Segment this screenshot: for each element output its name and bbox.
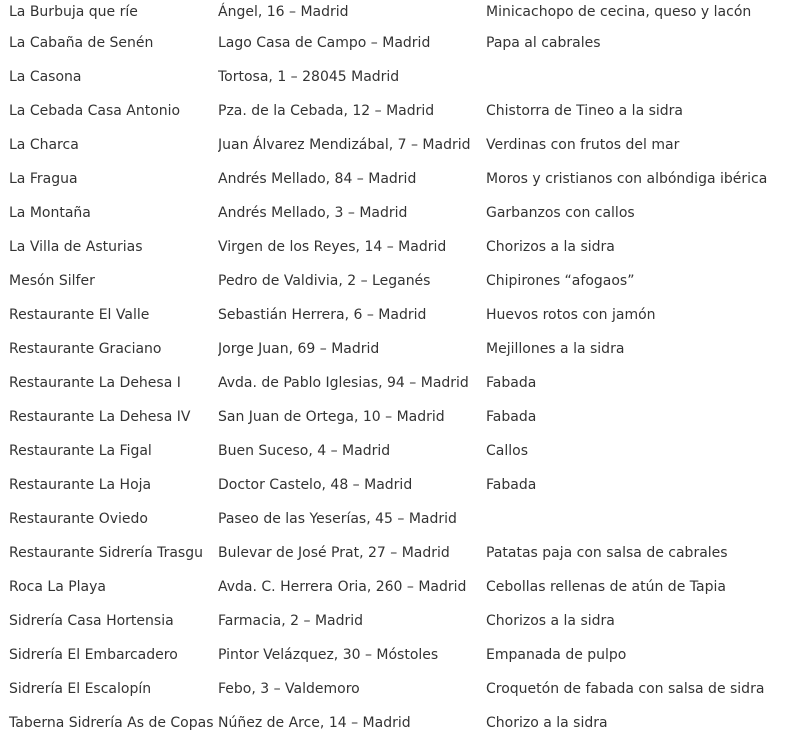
restaurant-name-cell <box>0 672 218 706</box>
restaurant-name-text: La Villa de Asturias <box>9 239 143 255</box>
address-cell <box>218 468 486 502</box>
table-row <box>0 196 801 230</box>
address-text: Pedro de Valdivia, 2 – Leganés <box>218 273 431 289</box>
table-row <box>0 264 801 298</box>
table-row <box>0 502 801 536</box>
address-text: Pza. de la Cebada, 12 – Madrid <box>218 103 435 119</box>
table-row <box>0 672 801 706</box>
dish-cell <box>486 196 801 230</box>
dish-cell <box>486 536 801 570</box>
dish-text: Verdinas con frutos del mar <box>486 137 680 153</box>
dish-cell <box>486 468 801 502</box>
restaurant-name-cell <box>0 502 218 536</box>
address-cell <box>218 604 486 638</box>
address-cell <box>218 26 486 60</box>
restaurant-name-text: La Cebada Casa Antonio <box>9 103 181 119</box>
dish-text: Fabada <box>486 375 537 391</box>
restaurant-name-text: Restaurante La Hoja <box>9 477 152 493</box>
dish-text: Chistorra de Tineo a la sidra <box>486 103 683 119</box>
restaurant-name-text: La Charca <box>9 137 79 153</box>
address-cell <box>218 196 486 230</box>
address-cell <box>218 366 486 400</box>
restaurant-name-cell <box>0 468 218 502</box>
address-cell <box>218 0 486 26</box>
address-text: Febo, 3 – Valdemoro <box>218 681 360 697</box>
dish-text: Chipirones “afogaos” <box>486 273 635 289</box>
restaurant-name-text: Restaurante El Valle <box>9 307 150 323</box>
dish-cell <box>486 366 801 400</box>
dish-text: Chorizos a la sidra <box>486 239 615 255</box>
address-cell <box>218 332 486 366</box>
address-cell <box>218 400 486 434</box>
restaurant-name-text: La Fragua <box>9 171 78 187</box>
table-row <box>0 604 801 638</box>
dish-cell <box>486 298 801 332</box>
address-cell <box>218 94 486 128</box>
dish-text: Garbanzos con callos <box>486 205 635 221</box>
dish-cell <box>486 332 801 366</box>
dish-cell <box>486 94 801 128</box>
address-text: Lago Casa de Campo – Madrid <box>218 35 431 51</box>
address-text: Avda. de Pablo Iglesias, 94 – Madrid <box>218 375 469 391</box>
dish-cell <box>486 162 801 196</box>
dish-text: Callos <box>486 443 528 459</box>
address-text: Andrés Mellado, 84 – Madrid <box>218 171 417 187</box>
address-cell <box>218 162 486 196</box>
restaurant-name-cell <box>0 570 218 604</box>
address-cell <box>218 264 486 298</box>
dish-text: Empanada de pulpo <box>486 647 627 663</box>
address-cell <box>218 638 486 672</box>
table-row <box>0 536 801 570</box>
address-cell <box>218 434 486 468</box>
restaurant-name-cell <box>0 604 218 638</box>
restaurant-name-text: Taberna Sidrería As de Copas <box>9 715 214 731</box>
address-cell <box>218 60 486 94</box>
table-row <box>0 162 801 196</box>
restaurant-name-text: Sidrería El Embarcadero <box>9 647 178 663</box>
dish-cell <box>486 264 801 298</box>
address-text: San Juan de Ortega, 10 – Madrid <box>218 409 445 425</box>
address-text: Ángel, 16 – Madrid <box>218 4 349 20</box>
address-cell <box>218 536 486 570</box>
dish-cell <box>486 26 801 60</box>
address-text: Núñez de Arce, 14 – Madrid <box>218 715 411 731</box>
restaurant-name-text: Restaurante La Dehesa IV <box>9 409 191 425</box>
dish-text: Patatas paja con salsa de cabrales <box>486 545 728 561</box>
table-row <box>0 26 801 60</box>
dish-cell <box>486 0 801 26</box>
table-row <box>0 332 801 366</box>
dish-cell <box>486 502 801 536</box>
restaurant-name-text: Sidrería Casa Hortensia <box>9 613 174 629</box>
dish-cell <box>486 128 801 162</box>
table-row <box>0 298 801 332</box>
restaurant-name-cell <box>0 128 218 162</box>
address-cell <box>218 706 486 740</box>
address-text: Farmacia, 2 – Madrid <box>218 613 364 629</box>
dish-text: Fabada <box>486 477 537 493</box>
table-row <box>0 434 801 468</box>
address-text: Paseo de las Yeserías, 45 – Madrid <box>218 511 457 527</box>
table-row <box>0 230 801 264</box>
restaurant-name-text: Restaurante Graciano <box>9 341 162 357</box>
dish-cell <box>486 672 801 706</box>
restaurant-name-cell <box>0 298 218 332</box>
dish-cell <box>486 638 801 672</box>
dish-text: Cebollas rellenas de atún de Tapia <box>486 579 726 595</box>
restaurant-name-text: Restaurante Oviedo <box>9 511 148 527</box>
dish-text: Papa al cabrales <box>486 35 601 51</box>
restaurant-name-cell <box>0 706 218 740</box>
table-row <box>0 638 801 672</box>
table-row <box>0 468 801 502</box>
restaurant-name-cell <box>0 230 218 264</box>
restaurant-name-text: La Casona <box>9 69 82 85</box>
dish-cell <box>486 570 801 604</box>
address-text: Virgen de los Reyes, 14 – Madrid <box>218 239 447 255</box>
restaurant-name-cell <box>0 196 218 230</box>
dish-cell <box>486 400 801 434</box>
restaurant-name-text: Roca La Playa <box>9 579 106 595</box>
dish-text: Huevos rotos con jamón <box>486 307 656 323</box>
address-cell <box>218 298 486 332</box>
table-row <box>0 706 801 740</box>
address-text: Jorge Juan, 69 – Madrid <box>218 341 380 357</box>
table-row <box>0 570 801 604</box>
address-cell <box>218 672 486 706</box>
dish-text: Croquetón de fabada con salsa de sidra <box>486 681 765 697</box>
dish-cell <box>486 604 801 638</box>
address-text: Avda. C. Herrera Oria, 260 – Madrid <box>218 579 467 595</box>
dish-cell <box>486 434 801 468</box>
address-text: Pintor Velázquez, 30 – Móstoles <box>218 647 439 663</box>
dish-text: Minicachopo de cecina, queso y lacón <box>486 4 752 20</box>
restaurant-name-text: La Montaña <box>9 205 91 221</box>
restaurant-name-cell <box>0 26 218 60</box>
restaurant-name-text: Restaurante La Figal <box>9 443 152 459</box>
restaurant-name-cell <box>0 0 218 26</box>
restaurant-name-cell <box>0 536 218 570</box>
address-text: Buen Suceso, 4 – Madrid <box>218 443 391 459</box>
table-row <box>0 94 801 128</box>
address-text: Bulevar de José Prat, 27 – Madrid <box>218 545 450 561</box>
address-cell <box>218 502 486 536</box>
table-row <box>0 128 801 162</box>
dish-text: Mejillones a la sidra <box>486 341 625 357</box>
restaurant-name-cell <box>0 366 218 400</box>
restaurant-name-cell <box>0 638 218 672</box>
address-cell <box>218 570 486 604</box>
table-row <box>0 60 801 94</box>
dish-text: Moros y cristianos con albóndiga ibérica <box>486 171 768 187</box>
dish-text: Fabada <box>486 409 537 425</box>
restaurant-name-cell <box>0 434 218 468</box>
restaurant-name-text: Sidrería El Escalopín <box>9 681 152 697</box>
dish-cell <box>486 230 801 264</box>
restaurant-name-text: Restaurante Sidrería Trasgu <box>9 545 203 561</box>
restaurant-name-cell <box>0 400 218 434</box>
dish-cell <box>486 706 801 740</box>
address-cell <box>218 128 486 162</box>
restaurant-name-text: Restaurante La Dehesa I <box>9 375 181 391</box>
address-text: Andrés Mellado, 3 – Madrid <box>218 205 408 221</box>
restaurant-name-cell <box>0 264 218 298</box>
table-row <box>0 400 801 434</box>
restaurant-name-text: La Burbuja que ríe <box>9 4 138 20</box>
dish-text: Chorizo a la sidra <box>486 715 608 731</box>
restaurant-name-cell <box>0 60 218 94</box>
restaurant-name-text: La Cabaña de Senén <box>9 35 154 51</box>
address-text: Juan Álvarez Mendizábal, 7 – Madrid <box>218 137 471 153</box>
dish-text: Chorizos a la sidra <box>486 613 615 629</box>
restaurant-name-cell <box>0 162 218 196</box>
table-row <box>0 0 801 26</box>
restaurant-name-text: Mesón Silfer <box>9 273 95 289</box>
restaurant-name-cell <box>0 332 218 366</box>
address-text: Doctor Castelo, 48 – Madrid <box>218 477 413 493</box>
dish-cell <box>486 60 801 94</box>
address-text: Sebastián Herrera, 6 – Madrid <box>218 307 427 323</box>
restaurant-name-cell <box>0 94 218 128</box>
address-cell <box>218 230 486 264</box>
table-row <box>0 366 801 400</box>
address-text: Tortosa, 1 – 28045 Madrid <box>218 69 400 85</box>
